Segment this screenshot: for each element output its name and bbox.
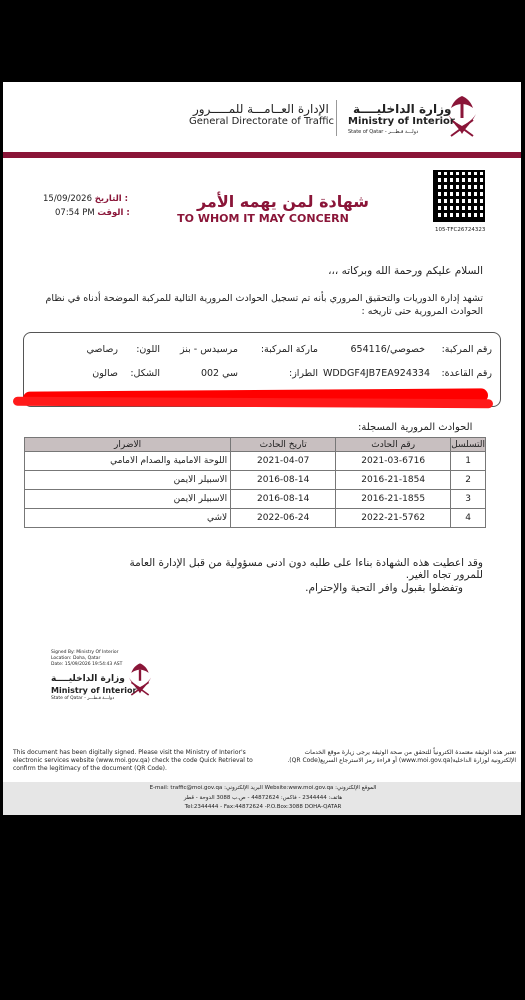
header-number: رقم الحادث: [336, 438, 451, 452]
qr-reference-code: 105-TFC26724323: [435, 227, 486, 233]
plate-value: خصوصي/654116: [350, 344, 425, 355]
cell-date: 2022-06-24: [231, 509, 336, 528]
header-seq: التسلسل: [451, 439, 485, 450]
signature-state: State of Qatar - دولـــة قـطـــر: [51, 696, 115, 701]
header-state: State of Qatar - دولـــة قـطـــر: [348, 129, 419, 135]
header-moi-english: Ministry of Interior: [348, 116, 455, 127]
header-traffic-english: General Directorate of Traffic: [189, 116, 334, 127]
statement: وقد اعطيت هذه الشهادة بناءا على طلبه دون ادنى مسؤولية من قبل الإدارة العامة للمرور تجاه الغير.: [129, 557, 483, 581]
cell-damage: الاسبيلر الايمن: [25, 490, 231, 509]
table-row: [25, 452, 486, 471]
model-label: الطراز:: [289, 368, 318, 379]
intro-paragraph: تشهد إدارة الدوريات والتحقيق المروري بأنه تم تسجيل الحوادث المرورية التالية للمركبة الموضحة أدناه في نظام الحوادث المرورية حتى تاريخه :: [45, 293, 483, 317]
accidents-table: [24, 437, 486, 528]
greeting: السلام عليكم ورحمة الله وبركاته ،،،: [328, 265, 483, 277]
cell-seq: 3: [451, 490, 486, 509]
cell-seq: 1: [451, 452, 486, 471]
date-time-block: [43, 192, 130, 220]
signature-moi-english: Ministry of Interior: [51, 686, 137, 695]
make-value: مرسيدس - بنز: [180, 344, 238, 355]
header-divider: [336, 100, 337, 136]
time-label: الوقت :: [97, 208, 130, 218]
cell-damage: الاسبيلر الايمن: [25, 471, 231, 490]
closing: وتفضلوا بقبول وافر التحية والإحترام.: [305, 582, 463, 594]
table-header-row: [25, 438, 486, 452]
accidents-title: الحوادث المرورية المسجلة:: [358, 422, 473, 433]
model-value: سي 002: [200, 368, 238, 379]
cell-date: 2021-04-07: [231, 452, 336, 471]
shape-value: صالون: [92, 368, 118, 379]
header-traffic-arabic: الإدارة العــامـــة للمـــــرور: [193, 102, 329, 116]
date-label: التاريخ :: [94, 194, 129, 204]
title-arabic: شهادة لمن يهمه الأمر: [196, 192, 370, 211]
cell-number: 2016-21-1854: [336, 471, 451, 490]
qr-code-icon[interactable]: [433, 170, 485, 222]
cell-seq: 4: [451, 509, 486, 528]
cell-seq: 2: [451, 471, 486, 490]
header-moi-arabic: وزارة الداخليــــة: [353, 102, 452, 116]
table-row: [25, 490, 486, 509]
digital-signature-note-en: This document has been digitally signed. Please visit the Ministry of Interior's electronic services website (www.moi.gov.qa) check the code Quick Retrieval to confirm the legitimacy of the document (QR Code).: [13, 749, 253, 772]
table-row: [25, 471, 486, 490]
color-label: اللون:: [136, 344, 160, 355]
table-row: [25, 509, 486, 528]
title-english: TO WHOM IT MAY CONCERN: [177, 212, 349, 225]
cell-damage: لاشي: [25, 509, 231, 528]
header-date: تاريخ الحادث: [231, 438, 336, 452]
signature-info: Signed By: Ministry Of Interior Location: Doha, Qatar Date: 15/09/2026 19:54:43 AST: [51, 650, 123, 667]
header-damage: الاضرار: [25, 438, 231, 452]
certificate-page: [3, 82, 521, 815]
make-label: ماركة المركبة:: [260, 344, 318, 355]
signature-moi-arabic: وزارة الداخليــــة: [51, 674, 125, 684]
shape-label: الشكل:: [130, 368, 160, 379]
cell-date: 2016-08-14: [231, 471, 336, 490]
cell-damage: اللوحة الامامية والصدام الامامي: [25, 452, 231, 471]
color-value: رصاصي: [86, 344, 118, 355]
cell-number: 2022-21-5762: [336, 509, 451, 528]
chassis-value: WDDGF4JB7EA924334: [322, 368, 430, 379]
cell-number: 2021-03-6716: [336, 452, 451, 471]
cell-date: 2016-08-14: [231, 490, 336, 509]
cell-number: 2016-21-1855: [336, 490, 451, 509]
header-band: [3, 152, 521, 158]
digital-signature-note-ar: تعتبر هذه الوثيقة معتمدة الكترونياً للتحقق من صحة الوثيقة يرجى زيارة موقع الخدمات الإلكترونية لوزارة الداخلية(www.moi.gov.qa) أو قراءة رمز الاسترجاع السريع(QR Code).: [287, 749, 516, 764]
footer-contact: E-mail: traffic@moi.gov.qa :البريد الإلكتروني Website:www.moi.gov.qa :الموقع الإلكتروني: [149, 785, 377, 791]
footer-address-ar: هاتف: 2344444 - فاكس: 44872624 - ص.ب 3088 الدوحة - قطر: [183, 795, 343, 801]
date-value: 15/09/2026: [43, 194, 92, 204]
time-value: 07:54 PM: [55, 208, 95, 218]
chassis-label: رقم القاعدة:: [441, 368, 492, 379]
plate-label: رقم المركبة:: [441, 344, 492, 355]
footer-address-en: Tel:2344444 - Fax:44872624 -P.O.Box:3088 DOHA-QATAR: [184, 804, 342, 810]
